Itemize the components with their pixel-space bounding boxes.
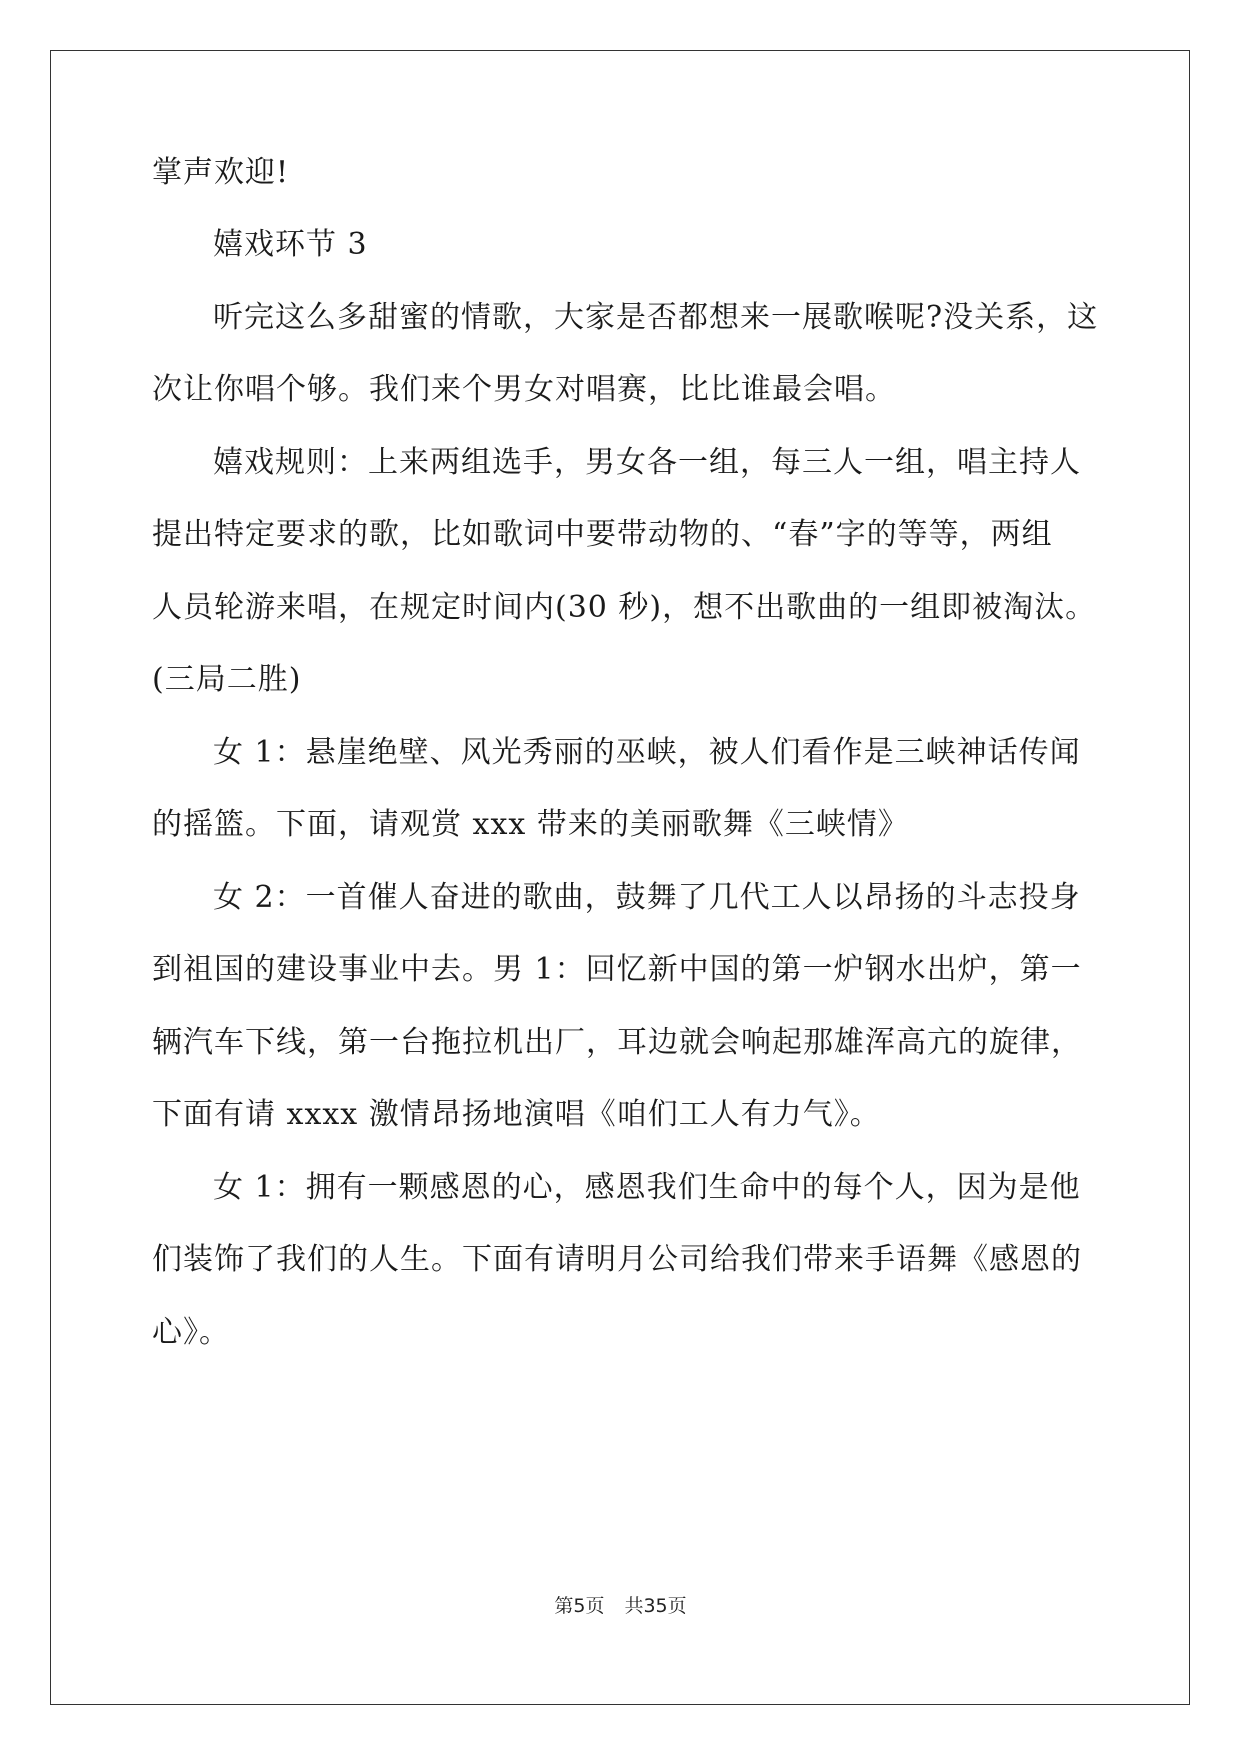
text-line-4: 次让你唱个够。我们来个男女对唱赛，比比谁最会唱。	[152, 372, 896, 407]
text-line-1: 掌声欢迎!	[152, 155, 290, 190]
text-line-9: 女 1：悬崖绝壁、风光秀丽的巫峡，被人们看作是三峡神话传闻	[213, 735, 1081, 770]
footer-total-pages: 35	[643, 1595, 668, 1617]
footer-total-suffix: 页	[667, 1595, 687, 1617]
text-line-15: 女 1：拥有一颗感恩的心，感恩我们生命中的每个人，因为是他	[213, 1170, 1081, 1205]
page-footer	[0, 1594, 1241, 1618]
footer-page-number: 5	[573, 1595, 586, 1617]
text-line-14: 下面有请 xxxx 激情昂扬地演唱《咱们工人有力气》。	[152, 1097, 881, 1132]
text-line-8: (三局二胜)	[152, 662, 302, 697]
text-line-3: 听完这么多甜蜜的情歌，大家是否都想来一展歌喉呢?没关系，这	[213, 300, 1099, 335]
footer-page-prefix: 第	[554, 1595, 574, 1617]
text-line-11: 女 2：一首催人奋进的歌曲，鼓舞了几代工人以昂扬的斗志投身	[213, 880, 1081, 915]
page-frame	[50, 50, 1190, 1705]
text-line-13: 辆汽车下线，第一台拖拉机出厂，耳边就会响起那雄浑高亢的旋律，	[152, 1025, 1082, 1060]
text-line-16: 们装饰了我们的人生。下面有请明月公司给我们带来手语舞《感恩的	[152, 1242, 1082, 1277]
text-line-12: 到祖国的建设事业中去。男 1：回忆新中国的第一炉钢水出炉，第一	[152, 952, 1082, 987]
section-heading: 嬉戏环节 3	[213, 227, 368, 262]
text-line-17: 心》。	[152, 1315, 230, 1350]
text-line-10: 的摇篮。下面，请观赏 xxx 带来的美丽歌舞《三峡情》	[152, 807, 909, 842]
footer-total-prefix: 共	[624, 1595, 644, 1617]
footer-page-suffix: 页	[585, 1595, 605, 1617]
text-line-5: 嬉戏规则：上来两组选手，男女各一组，每三人一组，唱主持人	[213, 445, 1081, 480]
text-line-6: 提出特定要求的歌，比如歌词中要带动物的、“春”字的等等，两组	[152, 517, 1053, 552]
text-line-7: 人员轮游来唱，在规定时间内(30 秒)，想不出歌曲的一组即被淘汰。	[152, 590, 1097, 625]
